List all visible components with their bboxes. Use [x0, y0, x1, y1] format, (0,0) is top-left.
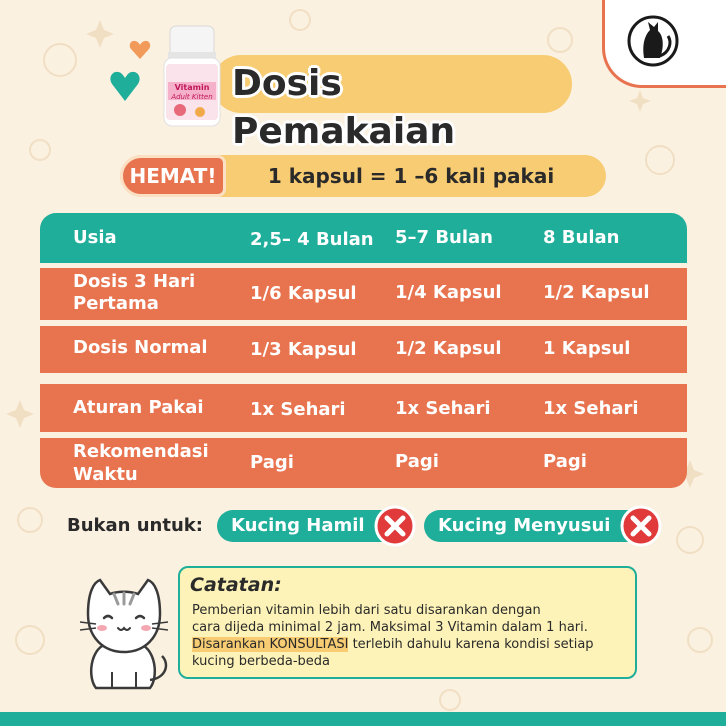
- row-label-line1: Dosis 3 Hari: [73, 271, 196, 292]
- heart-icon: [108, 68, 142, 104]
- not-for-item: Kucing Hamil: [217, 510, 397, 542]
- header-label: Usia: [73, 227, 117, 248]
- bottom-bar: [0, 712, 726, 726]
- table-row: [40, 326, 687, 373]
- table-row: [40, 384, 687, 432]
- page-title: Dosis Pemakaian: [232, 63, 456, 152]
- vitamin-bottle-icon: [150, 20, 230, 130]
- note-line: kucing berbeda-beda: [192, 654, 330, 669]
- bottle-label-line1: Vitamin: [174, 83, 210, 92]
- cross-mark-icon: [374, 505, 416, 547]
- hemat-badge: HEMAT!: [120, 155, 226, 197]
- not-for-item: Kucing Menyusui: [424, 510, 646, 542]
- note-line: Pemberian vitamin lebih dari satu disarankan dengan: [192, 603, 541, 618]
- cat-illustration: [74, 568, 174, 698]
- not-for-label: Bukan untuk:: [67, 515, 203, 536]
- hemat-text: 1 kapsul = 1 –6 kali pakai: [267, 164, 555, 188]
- row-label-line1: Rekomendasi: [73, 441, 209, 462]
- row-label: Aturan Pakai: [73, 397, 204, 418]
- row-label-line2: Waktu: [73, 464, 138, 485]
- row-cell-col-2: 1/4 Kapsul: [395, 282, 502, 303]
- row-cell-col-2: 1/2 Kapsul: [395, 338, 502, 359]
- table-row: [40, 438, 687, 488]
- row-label: Dosis Normal: [73, 337, 208, 358]
- row-cell-col-1: 1/6 Kapsul: [250, 283, 357, 304]
- row-cell-col-2: Pagi: [395, 451, 439, 472]
- heart-icon: [128, 38, 152, 62]
- row-label-line2: Pertama: [73, 293, 159, 314]
- row-cell-col-3: 1x Sehari: [543, 398, 639, 419]
- row-cell-col-3: Pagi: [543, 451, 587, 472]
- row-cell-col-1: 1x Sehari: [250, 399, 346, 420]
- table-header-row: [40, 213, 687, 263]
- note-highlight: Disarankan KONSULTASI: [192, 637, 349, 652]
- bottle-label-line2: Adult Kitten: [171, 93, 213, 101]
- cross-mark-icon: [620, 505, 662, 547]
- row-cell-col-3: 1 Kapsul: [543, 338, 631, 359]
- note-line: cara dijeda minimal 2 jam. Maksimal 3 Vitamin dalam 1 hari.: [192, 620, 588, 635]
- row-cell-col-2: 1x Sehari: [395, 398, 491, 419]
- cat-logo-icon: [624, 12, 682, 70]
- note-line-rest: terlebih dahulu karena kondisi setiap: [348, 637, 594, 652]
- row-cell-col-3: 1/2 Kapsul: [543, 282, 650, 303]
- header-col-1: 2,5– 4 Bulan: [250, 229, 374, 250]
- note-line: [192, 636, 594, 653]
- note-title: Catatan:: [190, 574, 282, 596]
- row-cell-col-1: Pagi: [250, 452, 294, 473]
- row-cell-col-1: 1/3 Kapsul: [250, 339, 357, 360]
- table-row: [40, 268, 687, 320]
- header-col-2: 5–7 Bulan: [395, 227, 493, 248]
- header-col-3: 8 Bulan: [543, 227, 620, 248]
